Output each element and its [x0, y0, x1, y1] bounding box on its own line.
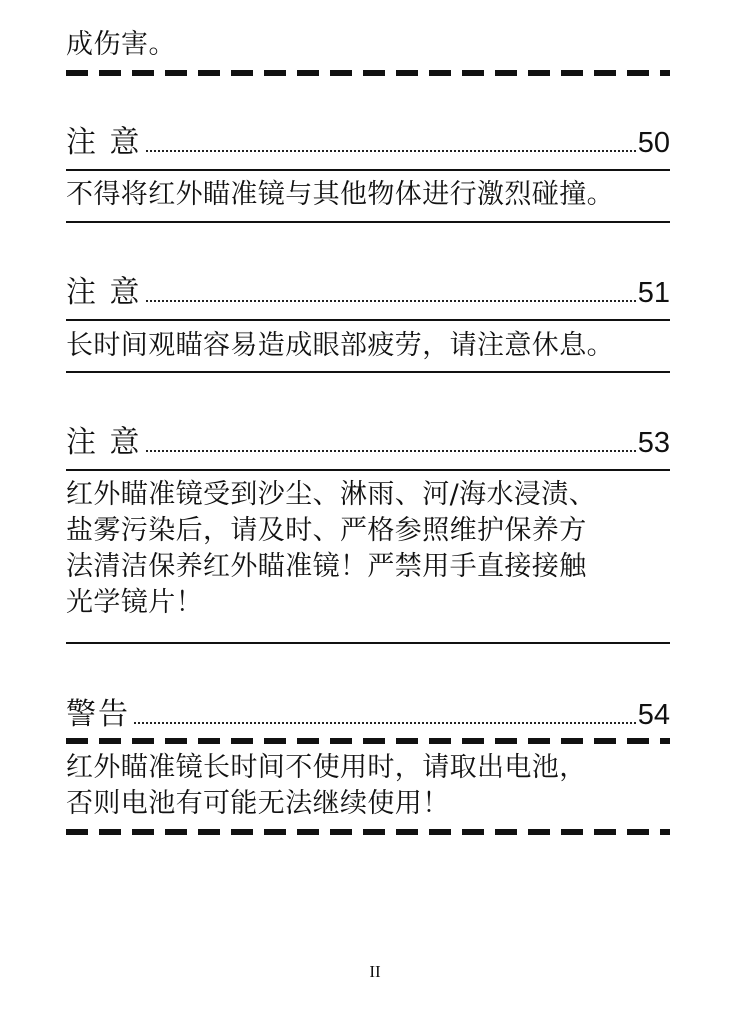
leader-dots: [134, 722, 636, 724]
entry-page-number: 50: [637, 127, 670, 159]
entry-bottom-rule: [66, 371, 670, 373]
heading-underline: [66, 319, 670, 321]
warning-end-dashed-rule: [66, 70, 670, 76]
entry-page-number: 53: [637, 427, 670, 459]
entry-heading: 注 意: [66, 125, 142, 160]
entry-body: [66, 328, 676, 364]
heading-underline: [66, 469, 670, 471]
toc-entry-caution-50[interactable]: [66, 120, 670, 160]
entry-body: [66, 177, 676, 213]
entry-bottom-rule: [66, 221, 670, 223]
warning-start-dashed-rule: [66, 738, 670, 744]
entry-body: [66, 477, 676, 621]
heading-underline: [66, 169, 670, 171]
entry-page-number: 51: [637, 277, 670, 309]
entry-heading: 注 意: [66, 425, 142, 460]
toc-entry-warning-54[interactable]: [66, 692, 670, 732]
entry-body-line: 长时间观瞄容易造成眼部疲劳，请注意休息。: [66, 330, 614, 361]
entry-heading: 注 意: [66, 275, 142, 310]
entry-body: [66, 750, 676, 822]
toc-entry-caution-53[interactable]: [66, 420, 670, 460]
entry-heading: 警告: [66, 697, 130, 732]
leader-dots: [146, 300, 636, 302]
footer-page-number: II: [369, 962, 381, 981]
entry-body-line: 红外瞄准镜长时间不使用时，请取出电池，: [66, 752, 587, 783]
entry-body-line: 法清洁保养红外瞄准镜！严禁用手直接接触: [66, 551, 587, 582]
warning-end-dashed-rule: [66, 829, 670, 835]
leader-dots: [146, 150, 636, 152]
leader-dots: [146, 450, 636, 452]
entry-page-number: 54: [637, 699, 670, 731]
entry-body-line: 盐雾污染后，请及时、严格参照维护保养方: [66, 515, 587, 546]
entry-bottom-rule: [66, 642, 670, 644]
entry-body-line: 红外瞄准镜受到沙尘、淋雨、河/海水浸渍、: [66, 479, 597, 510]
entry-body-line: 光学镜片！: [66, 587, 203, 618]
continued-text: 成伤害。: [66, 29, 176, 60]
toc-entry-caution-51[interactable]: [66, 270, 670, 310]
entry-body-line: 否则电池有可能无法继续使用！: [66, 788, 450, 819]
entry-body-line: 不得将红外瞄准镜与其他物体进行激烈碰撞。: [66, 179, 614, 210]
